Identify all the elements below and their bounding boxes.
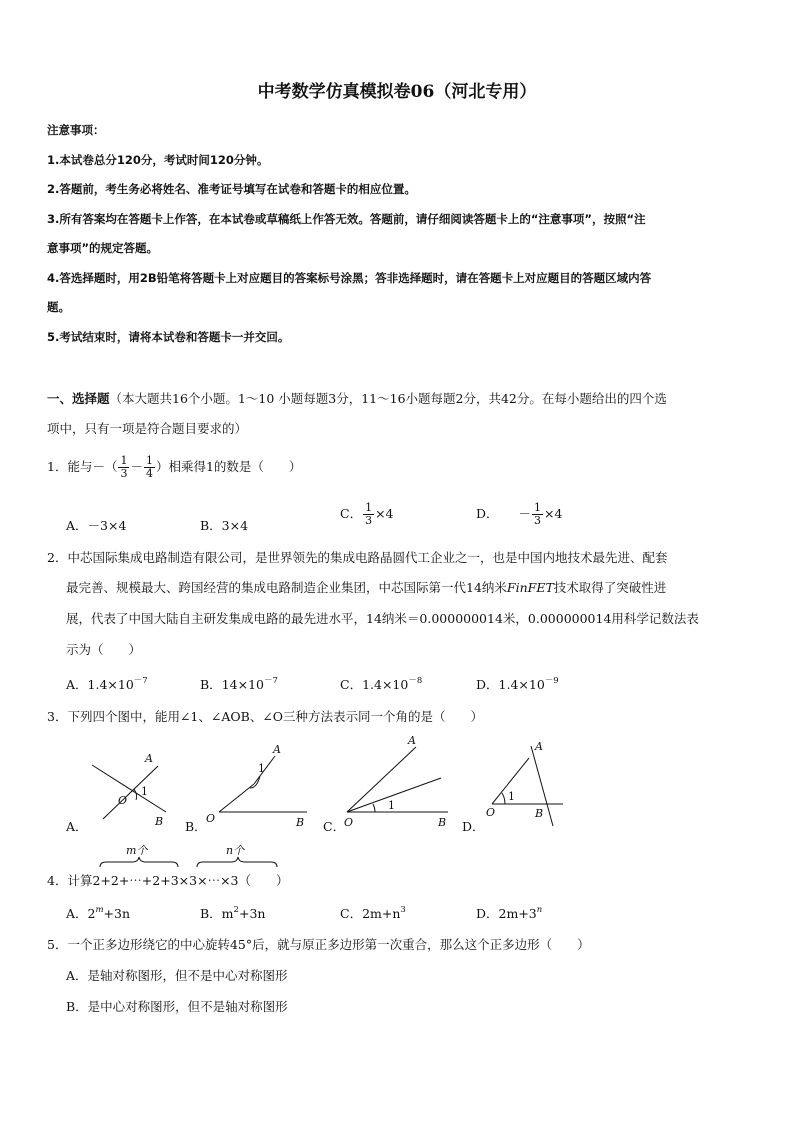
q1-frac-1-num: 1 — [120, 454, 128, 467]
notice-item-3-cont: 意事项”的规定答题。 — [47, 241, 159, 255]
q3-option-a: A． — [66, 819, 88, 834]
q3-fig-d-label-b: B — [535, 807, 544, 820]
q3-fig-d-label-1: 1 — [508, 790, 515, 803]
q1-frac-2-den: 4 — [145, 467, 153, 481]
q3-fig-b-seg — [219, 784, 254, 812]
q5-option-a: A．是轴对称图形，但不是中心对称图形 — [66, 968, 288, 983]
q4-brace-m — [100, 857, 178, 867]
q4-option-a-tail: +3n — [103, 906, 131, 921]
q5-option-b: B．是中心对称图形，但不是轴对称图形 — [66, 999, 288, 1014]
q2-option-a-exp: －7 — [133, 676, 148, 686]
q2-option-b-base: B．14×10 — [200, 677, 264, 692]
q3-fig-d-label-o: O — [486, 806, 496, 819]
q3-fig-a-label-b: B — [155, 815, 164, 828]
q1-option-d-label: D． — [476, 506, 499, 522]
q4-option-a-exp: m — [95, 905, 104, 915]
q4-option-b-base: B．m — [200, 906, 234, 921]
q1-suffix: ）相乘得1的数是（ ） — [155, 459, 302, 475]
q1-option-c-den: 3 — [365, 514, 373, 528]
q4-expr-1: 2+2+⋯+2 — [92, 873, 161, 888]
q3-fig-a-label-1: 1 — [141, 785, 148, 798]
q3-fig-c-label-1: 1 — [388, 799, 395, 812]
q2-line-4: 示为（ ） — [66, 642, 142, 657]
q3-fig-c-label-b: B — [438, 816, 447, 829]
q4-option-a-base: A．2 — [66, 906, 96, 921]
notice-item-2: 2.答题前，考生务必将姓名、准考证号填写在试卷和答题卡的相应位置。 — [47, 182, 416, 196]
q4-option-c-exp: 3 — [400, 905, 406, 915]
q4-expr-2: 3×3×⋯×3 — [170, 873, 239, 888]
q1-minus: － — [130, 459, 143, 475]
q3-option-c: C． — [323, 819, 346, 834]
q1-prefix: 1．能与－（ — [47, 459, 118, 475]
q1-frac-1-den: 3 — [120, 467, 128, 481]
q2-option-d-exp: －9 — [544, 676, 559, 686]
q3-fig-a-line-2 — [103, 766, 158, 819]
q3-option-d: D． — [462, 819, 485, 834]
q3-fig-a-arc — [134, 789, 137, 800]
q2-option-a-base: A．1.4×10 — [66, 677, 134, 692]
q4-option-c-base: C．2m+n — [340, 906, 401, 921]
notice-item-3: 3.所有答案均在答题卡上作答，在本试卷或草稿纸上作答无效。答题前，请仔细阅读答题卡上的“注意事项”，按照“注 — [47, 212, 646, 226]
q1-option-d-den: 3 — [534, 514, 542, 528]
q4-option-d-base: D．2m+3 — [476, 906, 537, 921]
q3-fig-c-label-a: A — [408, 734, 416, 747]
q1-option-c-label: C． — [340, 506, 363, 522]
q3-fig-d-label-a: A — [535, 740, 543, 753]
q2-option-c-base: C．1.4×10 — [340, 677, 409, 692]
q2-option-d-base: D．1.4×10 — [476, 677, 545, 692]
q3-fig-c-arc — [373, 804, 375, 812]
q1-option-c-num: 1 — [365, 501, 373, 514]
section-desc-2: 项中，只有一项是符合题目要求的） — [47, 421, 248, 436]
q2-option-b-exp: －7 — [263, 676, 278, 686]
q4-option-c — [340, 904, 406, 922]
q3-fig-c-label-o: O — [344, 816, 354, 829]
q3-fig-b-label-o: O — [206, 812, 216, 825]
q1-option-b: B．3×4 — [200, 518, 249, 533]
q3-fig-a-label-a: A — [145, 752, 153, 765]
q4-stem — [47, 871, 289, 889]
q4-option-d — [476, 904, 542, 922]
q3-fig-b-label-b: B — [296, 816, 305, 829]
q3-fig-a-line-1 — [92, 765, 166, 812]
q4-option-b-tail: +3n — [238, 906, 266, 921]
q3-option-b: B． — [185, 819, 207, 834]
q2-line-2-text: 最完善、规模最大、跨国经营的集成电路制造企业集团，中芯国际第一代14纳米 — [66, 580, 507, 595]
q2-term: FinFET — [506, 580, 554, 595]
q3-fig-b-label-1: 1 — [258, 762, 265, 775]
q2-line-1: 2．中芯国际集成电路制造有限公司，是世界领先的集成电路晶圆代工企业之一，也是中国内地技术最先进、配套 — [47, 550, 668, 565]
q4-option-d-exp: n — [536, 905, 543, 915]
notice-item-5: 5.考试结束时，请将本试卷和答题卡一并交回。 — [47, 330, 290, 344]
notice-item-4: 4.答选择题时，用2B铅笔将答题卡上对应题目的答案标号涂黑；答非选择题时，请在答题卡上对应题目的答题区域内答 — [47, 271, 652, 285]
q4-brace-n — [197, 857, 277, 867]
q1-option-d-tail: ×4 — [544, 506, 563, 522]
q4-plus: + — [160, 873, 171, 888]
q2-line-3: 展，代表了中国大陆自主研发集成电路的最先进水平，14纳米＝0.000000014米，0.000000014用科学记数法表 — [66, 611, 699, 626]
q5-stem: 5．一个正多边形绕它的中心旋转45°后，就与原正多边形第一次重合，那么这个正多边形（ ） — [47, 937, 590, 952]
q1-option-a: A．－3×4 — [66, 518, 127, 533]
q4-option-b — [200, 904, 265, 922]
q3-fig-a-label-o: O — [118, 794, 128, 807]
section-heading: 一、选择题 — [47, 391, 110, 406]
q3-fig-c-ray-oa — [347, 747, 416, 812]
q1-option-d-sign: － — [518, 506, 532, 522]
notice-item-4-cont: 题。 — [47, 300, 70, 314]
notice-heading: 注意事项： — [47, 123, 105, 137]
q1-option-c-tail: ×4 — [375, 506, 394, 522]
q2-option-c-exp: －8 — [408, 676, 423, 686]
q2-line-2-tail: 技术取得了突破性进 — [553, 580, 667, 595]
q4-option-a — [66, 904, 130, 922]
q4-brace-n-label: n个 — [226, 844, 245, 857]
q3-stem: 3．下列四个图中，能用∠1、∠AOB、∠O三种方法表示同一个角的是（ ） — [47, 709, 484, 724]
q3-fig-d-arc — [502, 793, 505, 804]
notice-item-1: 1.本试卷总分120分，考试时间120分钟。 — [47, 153, 269, 167]
q4-prefix: 4．计算 — [47, 873, 93, 888]
page-title: 中考数学仿真模拟卷06（河北专用） — [257, 82, 537, 102]
q3-fig-b-label-a: A — [273, 743, 281, 756]
q1-frac-2-num: 1 — [145, 454, 153, 467]
q4-option-b-exp: 2 — [233, 905, 239, 915]
q4-brace-m-label: m个 — [126, 844, 148, 857]
section-desc-1: （本大题共16个小题。1～10 小题每题3分，11～16小题每题2分，共42分。在每小题给出的四个选 — [109, 391, 667, 406]
q1-option-d-num: 1 — [534, 501, 542, 514]
q4-suffix: （ ） — [238, 873, 289, 888]
